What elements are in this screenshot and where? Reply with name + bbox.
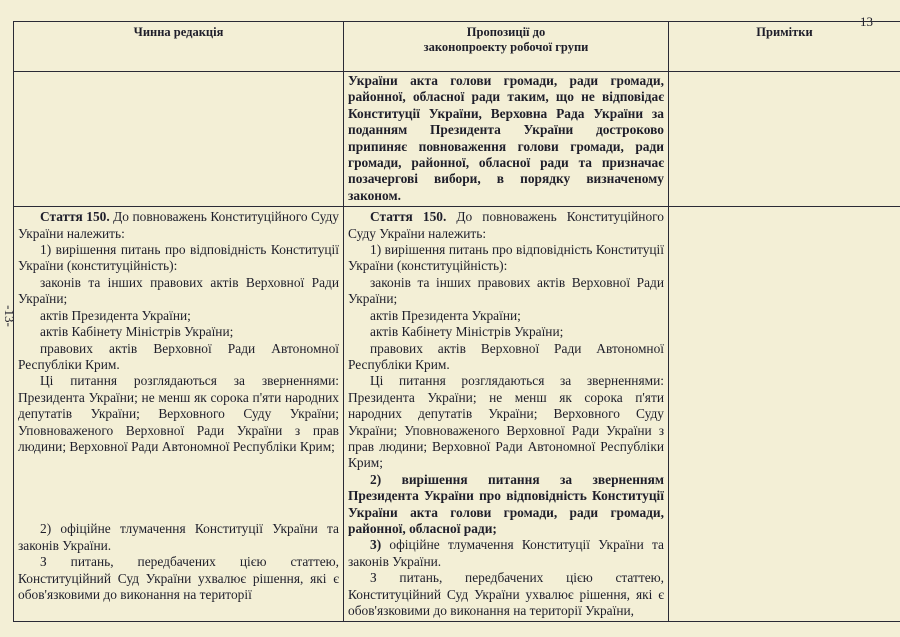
row1-notes bbox=[669, 72, 900, 207]
current-article-rest: До повноважень Конституційного Суду України належить: bbox=[18, 209, 339, 241]
row1-proposal-text: України акта голови громади, ради громади, районної, обласної ради таким, що не відповідає Конституції України, Верховна Рада України за поданням Президента України достроково припиняє повноваження голови громади, ради громади, районної, обласної ради та призначає позачергові вибори, в порядку визначеному законом. bbox=[348, 73, 664, 203]
header-notes bbox=[669, 22, 900, 72]
row2-notes bbox=[669, 207, 900, 622]
current-p4: актів Кабінету Міністрів України; bbox=[40, 324, 234, 340]
row2-current bbox=[14, 207, 344, 622]
current-p3: актів Президента України; bbox=[40, 307, 191, 323]
proposal-p9: З питань, передбачених цією статтею, Конституційний Суд України ухвалює рішення, які є обов'язковими до виконання на території України, bbox=[348, 570, 664, 618]
proposal-article-head: Стаття 150. bbox=[370, 209, 447, 225]
current-p7: 2) офіційне тлумачення Конституції України та законів України. bbox=[18, 521, 339, 553]
current-p5: правових актів Верховної Ради Автономної Республіки Крим. bbox=[18, 340, 339, 372]
proposal-p5: правових актів Верховної Ради Автономної Республіки Крим. bbox=[348, 340, 664, 372]
current-article-head: Стаття 150. bbox=[40, 209, 110, 225]
header-row bbox=[14, 22, 900, 72]
proposal-p1: 1) вирішення питань про відповідність Конституції України (конституційність): bbox=[348, 242, 664, 274]
header-current bbox=[14, 22, 344, 72]
proposal-p8-num: 3) bbox=[370, 537, 382, 553]
current-article-title bbox=[18, 209, 339, 242]
proposal-article-rest: До повноважень Конституційного Суду України належить: bbox=[348, 209, 664, 241]
row1-proposal bbox=[344, 72, 669, 207]
table-row bbox=[14, 72, 900, 207]
current-p2: законів та інших правових актів Верховної Ради України; bbox=[18, 274, 339, 307]
current-p8: З питань, передбачених цією статтею, Конституційний Суд України ухвалює рішення, які є обов'язковими до виконання на території bbox=[18, 554, 339, 602]
row1-current bbox=[14, 72, 344, 207]
proposal-p6: Ці питання розглядаються за зверненнями: Президента України; не менш як сорока п'яти народних депутатів України; Верховного Суду України; Уповноваженого Верховної Ради України з прав людини; Верховної Ради Автономної Республіки Крим; bbox=[348, 373, 664, 471]
current-p6: Ці питання розглядаються за зверненнями: Президента України; не менш як сорока п'яти народних депутатів України; Верховного Суду України; Уповноваженого Верховної Ради України з прав людини; Верховної Ради Автономної Республіки Крим; bbox=[18, 373, 339, 454]
proposal-article-title bbox=[348, 209, 664, 242]
comparison-table bbox=[13, 21, 900, 622]
header-proposal bbox=[344, 22, 669, 72]
page-number: 13 bbox=[860, 14, 873, 29]
proposal-p4: актів Кабінету Міністрів України; bbox=[370, 324, 564, 340]
proposal-p7: 2) вирішення питання за зверненням Президента України про відповідність Конституції України акта голови громади, ради громади, районної, обласної ради; bbox=[348, 471, 664, 536]
side-page-number: -13- bbox=[1, 305, 17, 327]
current-p1: 1) вирішення питань про відповідність Конституції України (конституційність): bbox=[18, 242, 339, 274]
header-notes-label: Примітки bbox=[756, 25, 813, 39]
proposal-p8-rest: офіційне тлумачення Конституції України та законів України. bbox=[348, 537, 664, 569]
row2-proposal bbox=[344, 207, 669, 622]
spacer bbox=[18, 455, 339, 521]
proposal-p8 bbox=[348, 537, 664, 570]
header-proposal-line1: Пропозиції до bbox=[466, 25, 546, 39]
header-current-label: Чинна редакція bbox=[133, 25, 224, 39]
proposal-p3: актів Президента України; bbox=[370, 307, 521, 323]
proposal-p2: законів та інших правових актів Верховної Ради України; bbox=[348, 274, 664, 307]
header-proposal-line2: законопроекту робочої групи bbox=[423, 40, 589, 54]
table-row bbox=[14, 207, 900, 622]
